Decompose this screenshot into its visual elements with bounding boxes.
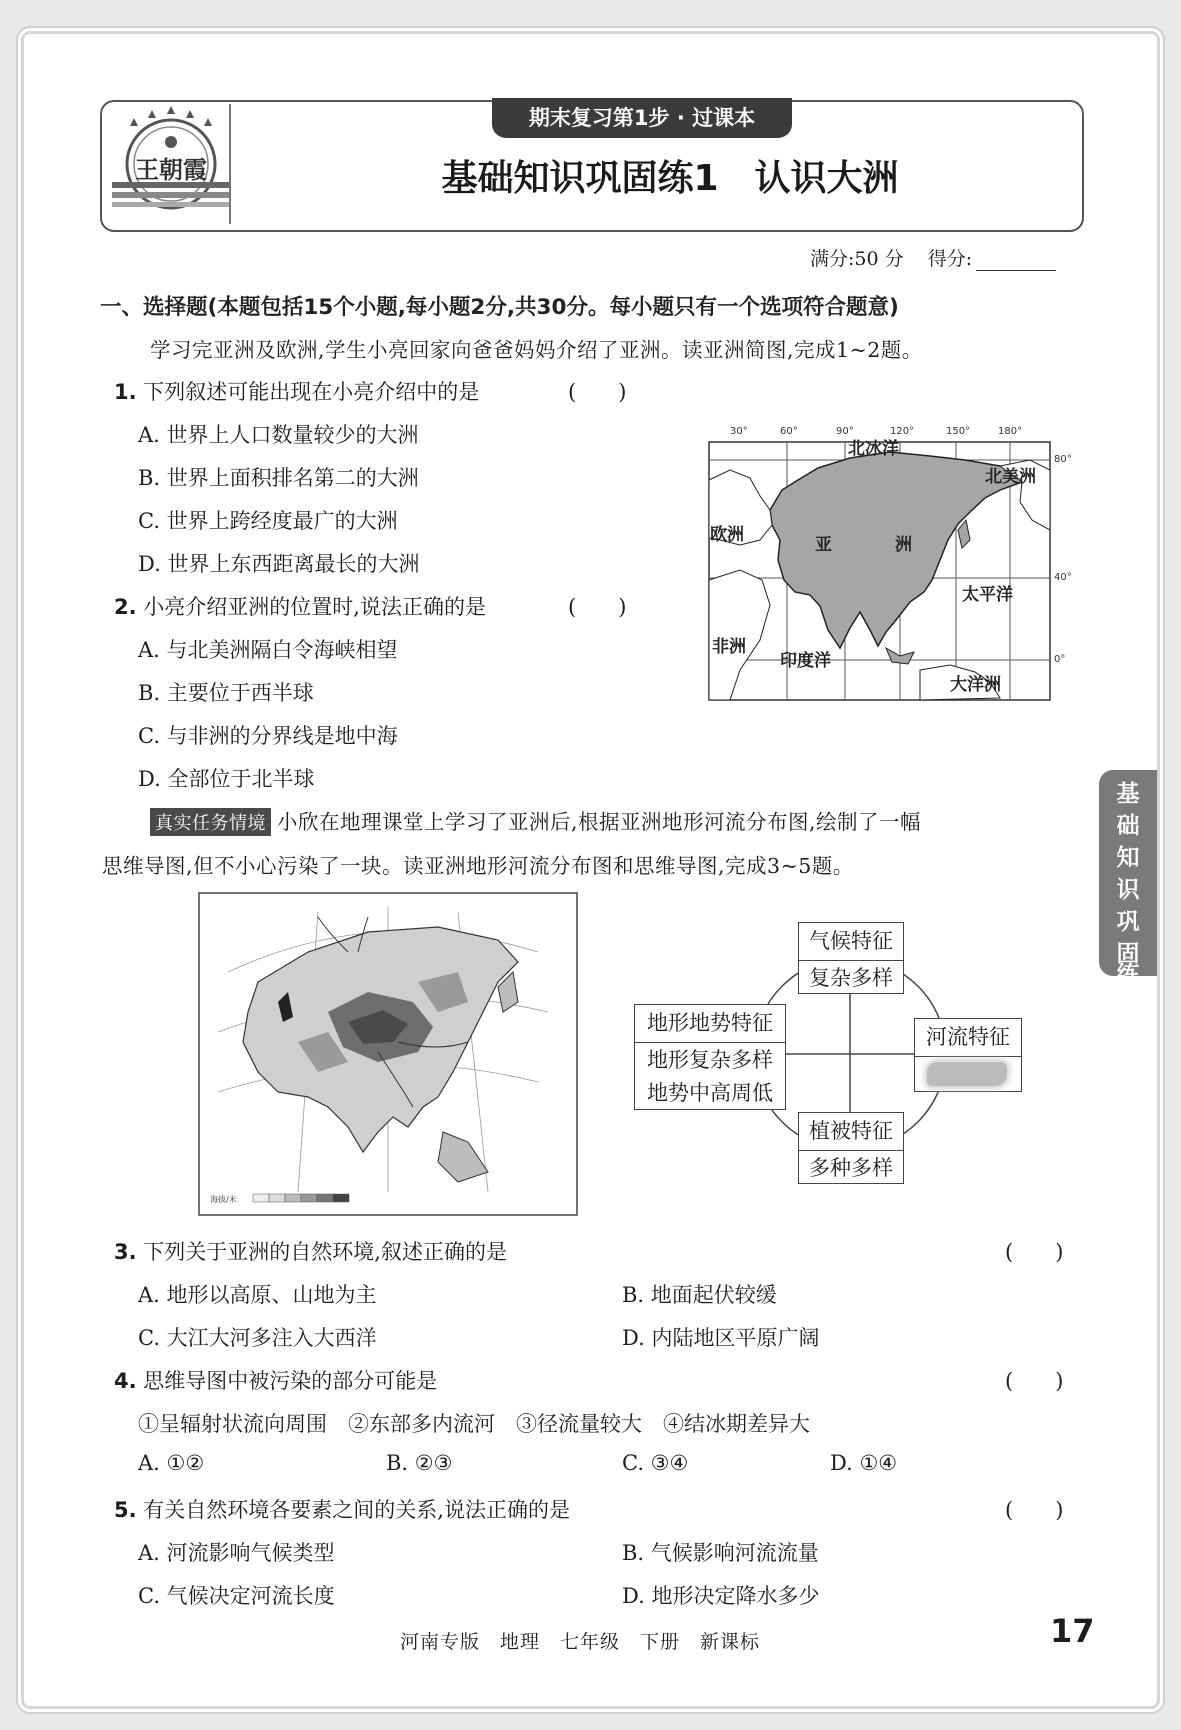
question-1 (114, 376, 479, 406)
node-head: 地形地势特征 (635, 1005, 785, 1043)
node-body-2: 地势中高周低 (647, 1081, 773, 1105)
lon-label: 90° (836, 426, 854, 437)
score-label: 得分: (927, 248, 973, 270)
map-label-europe: 欧洲 (710, 525, 744, 545)
option-3a[interactable]: A. 地形以高原、山地为主 (138, 1283, 377, 1307)
header-tab: 期末复习第1步 · 过课本 (492, 98, 792, 138)
asia-terrain-river-map (198, 892, 578, 1216)
question-number: 1. (114, 380, 137, 404)
mindmap-node-river (914, 1018, 1022, 1092)
answer-paren-3[interactable]: ( ) (1005, 1240, 1064, 1264)
option-1b[interactable]: B. 世界上面积排名第二的大洲 (138, 466, 419, 490)
question-4 (114, 1365, 437, 1395)
node-body: 复杂多样 (809, 966, 893, 990)
answer-paren-5[interactable]: ( ) (1005, 1498, 1064, 1522)
side-tab-char: 巩 (1116, 909, 1140, 935)
page-title: 基础知识巩固练1 认识大洲 (441, 158, 899, 199)
question-text: 思维导图中被污染的部分可能是 (143, 1369, 438, 1393)
footer-info: 河南专版 地理 七年级 下册 新课标 (400, 1631, 761, 1653)
side-tab-char: 固 (1116, 941, 1140, 967)
node-body-1: 地形复杂多样 (647, 1048, 773, 1072)
option-1c[interactable]: C. 世界上跨经度最广的大洲 (138, 509, 398, 533)
intro-2-text: 小欣在地理课堂上学习了亚洲后,根据亚洲地形河流分布图,绘制了一幅 (277, 810, 922, 834)
map-legend-label: 海拔/米 (210, 1195, 237, 1204)
section-title: 一、选择题(本题包括15个小题,每小题2分,共30分。每小题只有一个选项符合题意) (100, 295, 899, 320)
side-tab-label (1105, 778, 1151, 970)
intro-2-line-2: 思维导图,但不小心污染了一块。读亚洲地形河流分布图和思维导图,完成3~5题。 (102, 854, 854, 878)
option-5b[interactable]: B. 气候影响河流流量 (622, 1541, 819, 1565)
map-label-africa: 非洲 (712, 637, 746, 657)
question-5 (114, 1494, 570, 1524)
option-4a[interactable]: A. ①② (138, 1451, 205, 1475)
lon-label: 120° (890, 426, 915, 437)
map-label-arctic: 北冰洋 (848, 439, 899, 459)
map-label-asia-b: 洲 (895, 535, 912, 555)
question-number: 3. (114, 1240, 137, 1264)
logo-text: 王朝霞 (135, 155, 207, 184)
answer-paren-2[interactable]: ( ) (568, 595, 627, 619)
node-body: 多种多样 (809, 1156, 893, 1180)
lon-label: 60° (780, 426, 798, 437)
option-3b[interactable]: B. 地面起伏较缓 (622, 1283, 777, 1307)
option-5c[interactable]: C. 气候决定河流长度 (138, 1584, 335, 1608)
option-4d[interactable]: D. ①④ (830, 1451, 898, 1475)
question-text: 下列叙述可能出现在小亮介绍中的是 (143, 380, 480, 404)
mindmap-node-terrain (634, 1004, 786, 1110)
option-2b[interactable]: B. 主要位于西半球 (138, 681, 314, 705)
option-2c[interactable]: C. 与非洲的分界线是地中海 (138, 724, 398, 748)
question-number: 5. (114, 1498, 137, 1522)
map-label-oceania: 大洋洲 (950, 675, 1001, 695)
map-label-pacific: 太平洋 (962, 585, 1013, 605)
question-text: 小亮介绍亚洲的位置时,说法正确的是 (143, 595, 486, 619)
side-tab-char: 知 (1116, 845, 1140, 871)
side-tab-char: 础 (1116, 813, 1140, 839)
map-label-north-america: 北美洲 (985, 467, 1036, 487)
lon-label: 150° (946, 426, 971, 437)
option-1a[interactable]: A. 世界上人口数量较少的大洲 (138, 423, 419, 447)
node-head: 植被特征 (799, 1113, 903, 1151)
score-line (810, 244, 1056, 271)
full-score: 满分:50 分 (810, 248, 904, 270)
task-tag: 真实任务情境 (150, 808, 271, 836)
mindmap-node-vegetation (798, 1112, 904, 1184)
intro-2-line-1 (150, 805, 921, 836)
question-number: 2. (114, 595, 137, 619)
option-5d[interactable]: D. 地形决定降水多少 (622, 1584, 820, 1608)
option-2a[interactable]: A. 与北美洲隔白令海峡相望 (138, 638, 398, 662)
asia-sketch-map (700, 420, 1072, 705)
option-1d[interactable]: D. 世界上东西距离最长的大洲 (138, 552, 420, 576)
stain-blot (927, 1062, 1007, 1086)
lat-label: 40° (1054, 572, 1072, 583)
page-number: 17 (1050, 1612, 1095, 1650)
map-label-asia-a: 亚 (815, 535, 832, 555)
option-3c[interactable]: C. 大江大河多注入大西洋 (138, 1326, 377, 1350)
score-blank[interactable] (976, 254, 1056, 271)
lat-label: 0° (1054, 654, 1066, 665)
logo-divider (229, 104, 231, 224)
mindmap-node-climate (798, 922, 904, 994)
lat-label: 80° (1054, 454, 1072, 465)
question-2 (114, 591, 486, 621)
statements-4: ①呈辐射状流向周围 ②东部多内流河 ③径流量较大 ④结冰期差异大 (138, 1412, 810, 1436)
map-label-indian: 印度洋 (780, 651, 831, 671)
side-tab-char: 基 (1116, 781, 1140, 807)
option-3d[interactable]: D. 内陆地区平原广阔 (622, 1326, 820, 1350)
option-4b[interactable]: B. ②③ (386, 1451, 453, 1475)
side-tab-char: 练 (1116, 962, 1140, 988)
node-head: 河流特征 (915, 1019, 1021, 1057)
lon-label: 180° (998, 426, 1023, 437)
question-text: 有关自然环境各要素之间的关系,说法正确的是 (143, 1498, 570, 1522)
question-number: 4. (114, 1369, 137, 1393)
question-text: 下列关于亚洲的自然环境,叙述正确的是 (143, 1240, 507, 1264)
lon-label: 30° (730, 426, 748, 437)
node-head: 气候特征 (799, 923, 903, 961)
answer-paren-4[interactable]: ( ) (1005, 1369, 1064, 1393)
option-4c[interactable]: C. ③④ (622, 1451, 689, 1475)
side-tab-char: 识 (1116, 877, 1140, 903)
answer-paren-1[interactable]: ( ) (568, 380, 627, 404)
option-2d[interactable]: D. 全部位于北半球 (138, 767, 315, 791)
node-body-stained (915, 1057, 1021, 1090)
intro-1: 学习完亚洲及欧洲,学生小亮回家向爸爸妈妈介绍了亚洲。读亚洲简图,完成1~2题。 (150, 338, 923, 362)
question-3 (114, 1236, 507, 1266)
option-5a[interactable]: A. 河流影响气候类型 (138, 1541, 335, 1565)
